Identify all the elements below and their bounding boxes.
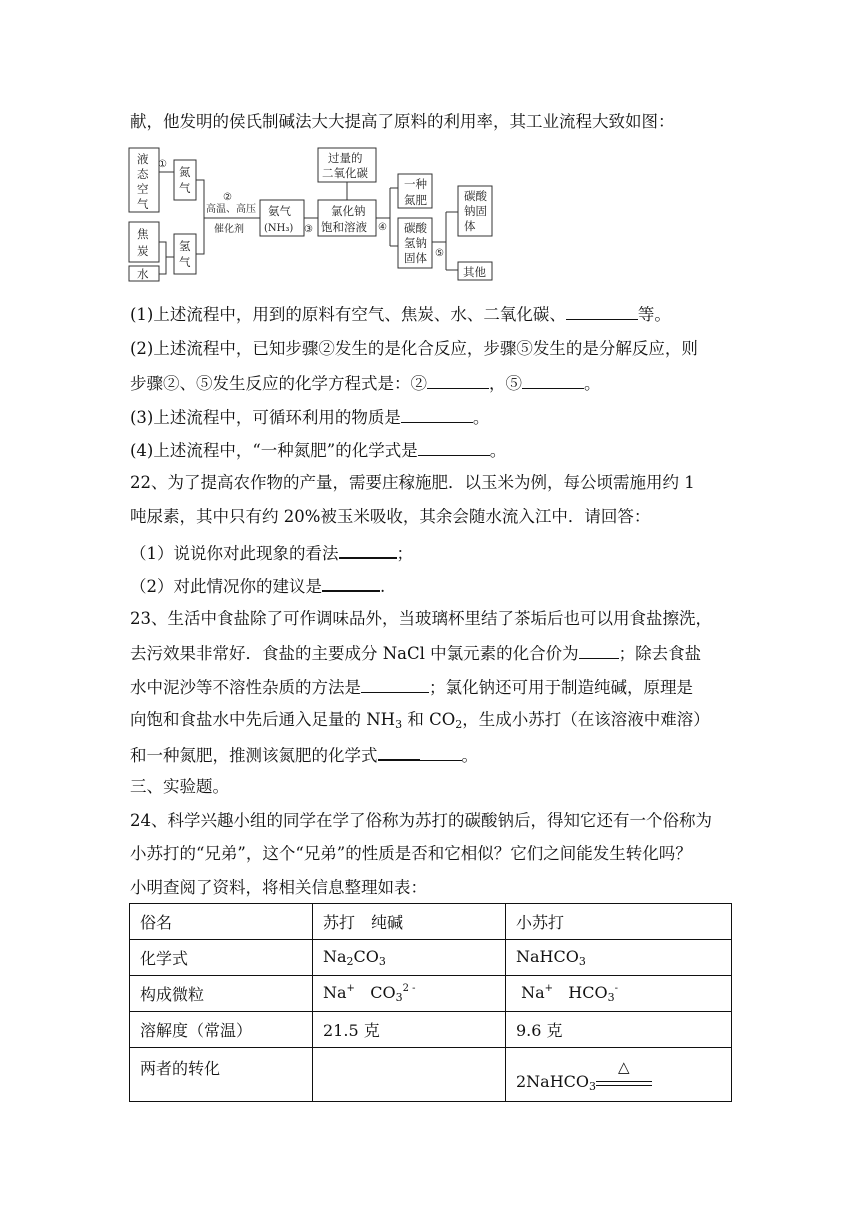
cell-na2co3-solubility: 21.5 克 xyxy=(313,1012,506,1048)
answer-blank[interactable] xyxy=(378,743,420,761)
air-label-2: 态 xyxy=(137,167,149,181)
heat-equals-sign xyxy=(596,1057,652,1090)
condition-2: 催化剂 xyxy=(214,224,244,235)
hydrogen-label-1: 氢 xyxy=(179,239,191,253)
q23-line1: 23、生活中食盐除了可作调味品外，当玻璃杯里结了茶垢后也可以用食盐擦洗， xyxy=(130,609,712,628)
ammonia-label-2: (NH₃) xyxy=(264,223,294,234)
air-label-4: 气 xyxy=(137,197,149,211)
answer-blank[interactable] xyxy=(401,406,473,423)
fertilizer-label-2: 氮肥 xyxy=(404,193,427,207)
cell-conversion-equation: 2NaHCO$_3$ △ xyxy=(506,1048,732,1102)
na2co3-label-1: 碳酸 xyxy=(464,189,487,203)
cell-na2co3-ions: Na+ $CO_3^{2 -}$ xyxy=(313,976,506,1012)
cell-particles-label: 构成微粒 xyxy=(130,976,313,1012)
q22-line1: 22、为了提高农作物的产量，需要庄稼施肥．以玉米为例，每公顷需施用约 1 xyxy=(130,473,695,492)
co2-label-2: 二氧化碳 xyxy=(322,166,368,180)
answer-blank[interactable] xyxy=(361,676,429,693)
q21-part4: (4)上述流程中，“一种氮肥”的化学式是 。 xyxy=(130,441,507,460)
q23-line5: 和一种氮肥，推测该氮肥的化学式 。 xyxy=(130,743,478,766)
q24-line3: 小明查阅了资料，将相关信息整理如表： xyxy=(130,878,427,897)
q22-line2: 吨尿素，其中只有约 20%被玉米吸收，其余会随水流入江中．请回答： xyxy=(130,507,651,526)
step2-label: ② xyxy=(223,192,232,203)
nahco3-label-3: 固体 xyxy=(404,251,427,265)
q21-part2: (2)上述流程中，已知步骤②发生的是化合反应，步骤⑤发生的是分解反应，则 xyxy=(130,339,698,358)
answer-blank[interactable] xyxy=(579,642,619,659)
step4-label: ④ xyxy=(378,222,387,233)
process-flow-diagram xyxy=(128,142,500,282)
q22-line3: （1）说说你对此现象的看法 ； xyxy=(130,541,413,564)
cell-soda-names: 苏打 纯碱 xyxy=(313,904,506,940)
air-label-1: 液 xyxy=(137,152,149,166)
answer-blank[interactable] xyxy=(522,372,584,389)
step5-label: ⑤ xyxy=(435,248,444,259)
cell-formula-label: 化学式 xyxy=(130,940,313,976)
answer-blank[interactable] xyxy=(566,303,638,320)
na2co3-label-3: 体 xyxy=(464,219,476,233)
answer-blank[interactable] xyxy=(418,439,490,456)
q23-line3: 水中泥沙等不溶性杂质的方法是 ；氯化钠还可用于制造纯碱，原理是 xyxy=(130,678,693,697)
answer-blank[interactable] xyxy=(427,372,489,389)
cell-nahco3-solubility: 9.6 克 xyxy=(506,1012,732,1048)
heat-triangle-icon: △ xyxy=(618,1057,630,1076)
air-label-3: 空 xyxy=(137,182,149,196)
fertilizer-label-1: 一种 xyxy=(404,177,427,191)
coke-label-1: 焦 xyxy=(137,227,149,241)
nacl-label-2: 饱和溶液 xyxy=(321,220,367,234)
nitrogen-label-2: 气 xyxy=(179,181,191,195)
cell-nahco3-ions: Na+ $HCO_3^-$ xyxy=(506,976,732,1012)
answer-blank-2[interactable] xyxy=(420,744,462,761)
nacl-label-1: 氯化钠 xyxy=(331,204,366,218)
table-row xyxy=(130,940,732,976)
cell-conversion-label: 两者的转化 xyxy=(130,1048,313,1102)
cell-common-name: 俗名 xyxy=(130,904,313,940)
condition-1: 高温、高压 xyxy=(206,204,256,215)
other-label: 其他 xyxy=(463,265,486,279)
answer-blank[interactable] xyxy=(322,574,380,592)
answer-blank[interactable] xyxy=(339,541,397,559)
step3-label: ③ xyxy=(304,224,313,235)
cell-solubility-label: 溶解度（常温） xyxy=(130,1012,313,1048)
na2co3-label-2: 钠固 xyxy=(464,204,487,218)
q23-line4: 向饱和食盐水中先后通入足量的 $NH_3$ 和 $CO_2$，生成小苏打（在该溶液中难溶） xyxy=(130,710,710,731)
hydrogen-label-2: 气 xyxy=(179,255,191,269)
cell-na2co3: $Na_2CO_3$ xyxy=(313,940,506,976)
table-row xyxy=(130,1012,732,1048)
intro-text: 献，他发明的侯氏制碱法大大提高了原料的利用率，其工业流程大致如图： xyxy=(130,112,675,131)
q22-line4: （2）对此情况你的建议是 . xyxy=(130,574,385,597)
comparison-table xyxy=(129,903,732,1102)
cell-nahco3: NaHCO$_3$ xyxy=(506,940,732,976)
water-label: 水 xyxy=(137,267,149,281)
cell-baking-soda-name: 小苏打 xyxy=(506,904,732,940)
q23-line2: 去污效果非常好．食盐的主要成分 NaCl 中氯元素的化合价为 ；除去食盐 xyxy=(130,644,702,663)
table-row xyxy=(130,976,732,1012)
nahco3-label-2: 氢钠 xyxy=(404,236,427,250)
cell-conversion-empty xyxy=(313,1048,506,1102)
q24-line2: 小苏打的“兄弟”，这个“兄弟”的性质是否和它相似？它们之间能发生转化吗？ xyxy=(130,844,692,863)
table-row xyxy=(130,1048,732,1102)
q21-part2-cont: 步骤②、⑤发生反应的化学方程式是：② ，⑤ 。 xyxy=(130,374,601,393)
q21-part3: (3)上述流程中，可循环利用的物质是 。 xyxy=(130,408,490,427)
step1-label: ① xyxy=(158,159,167,170)
coke-label-2: 炭 xyxy=(137,244,149,258)
ammonia-label-1: 氨气 xyxy=(268,204,291,218)
q24-line1: 24、科学兴趣小组的同学在学了俗称为苏打的碳酸钠后，得知它还有一个俗称为 xyxy=(130,811,712,830)
co2-label-1: 过量的 xyxy=(328,151,363,165)
nahco3-label-1: 碳酸 xyxy=(404,221,427,235)
nitrogen-label-1: 氮 xyxy=(179,165,191,179)
section-title: 三、实验题。 xyxy=(130,777,229,796)
table-row xyxy=(130,904,732,940)
q21-part1: (1)上述流程中，用到的原料有空气、焦炭、水、二氧化碳、 等。 xyxy=(130,305,671,324)
